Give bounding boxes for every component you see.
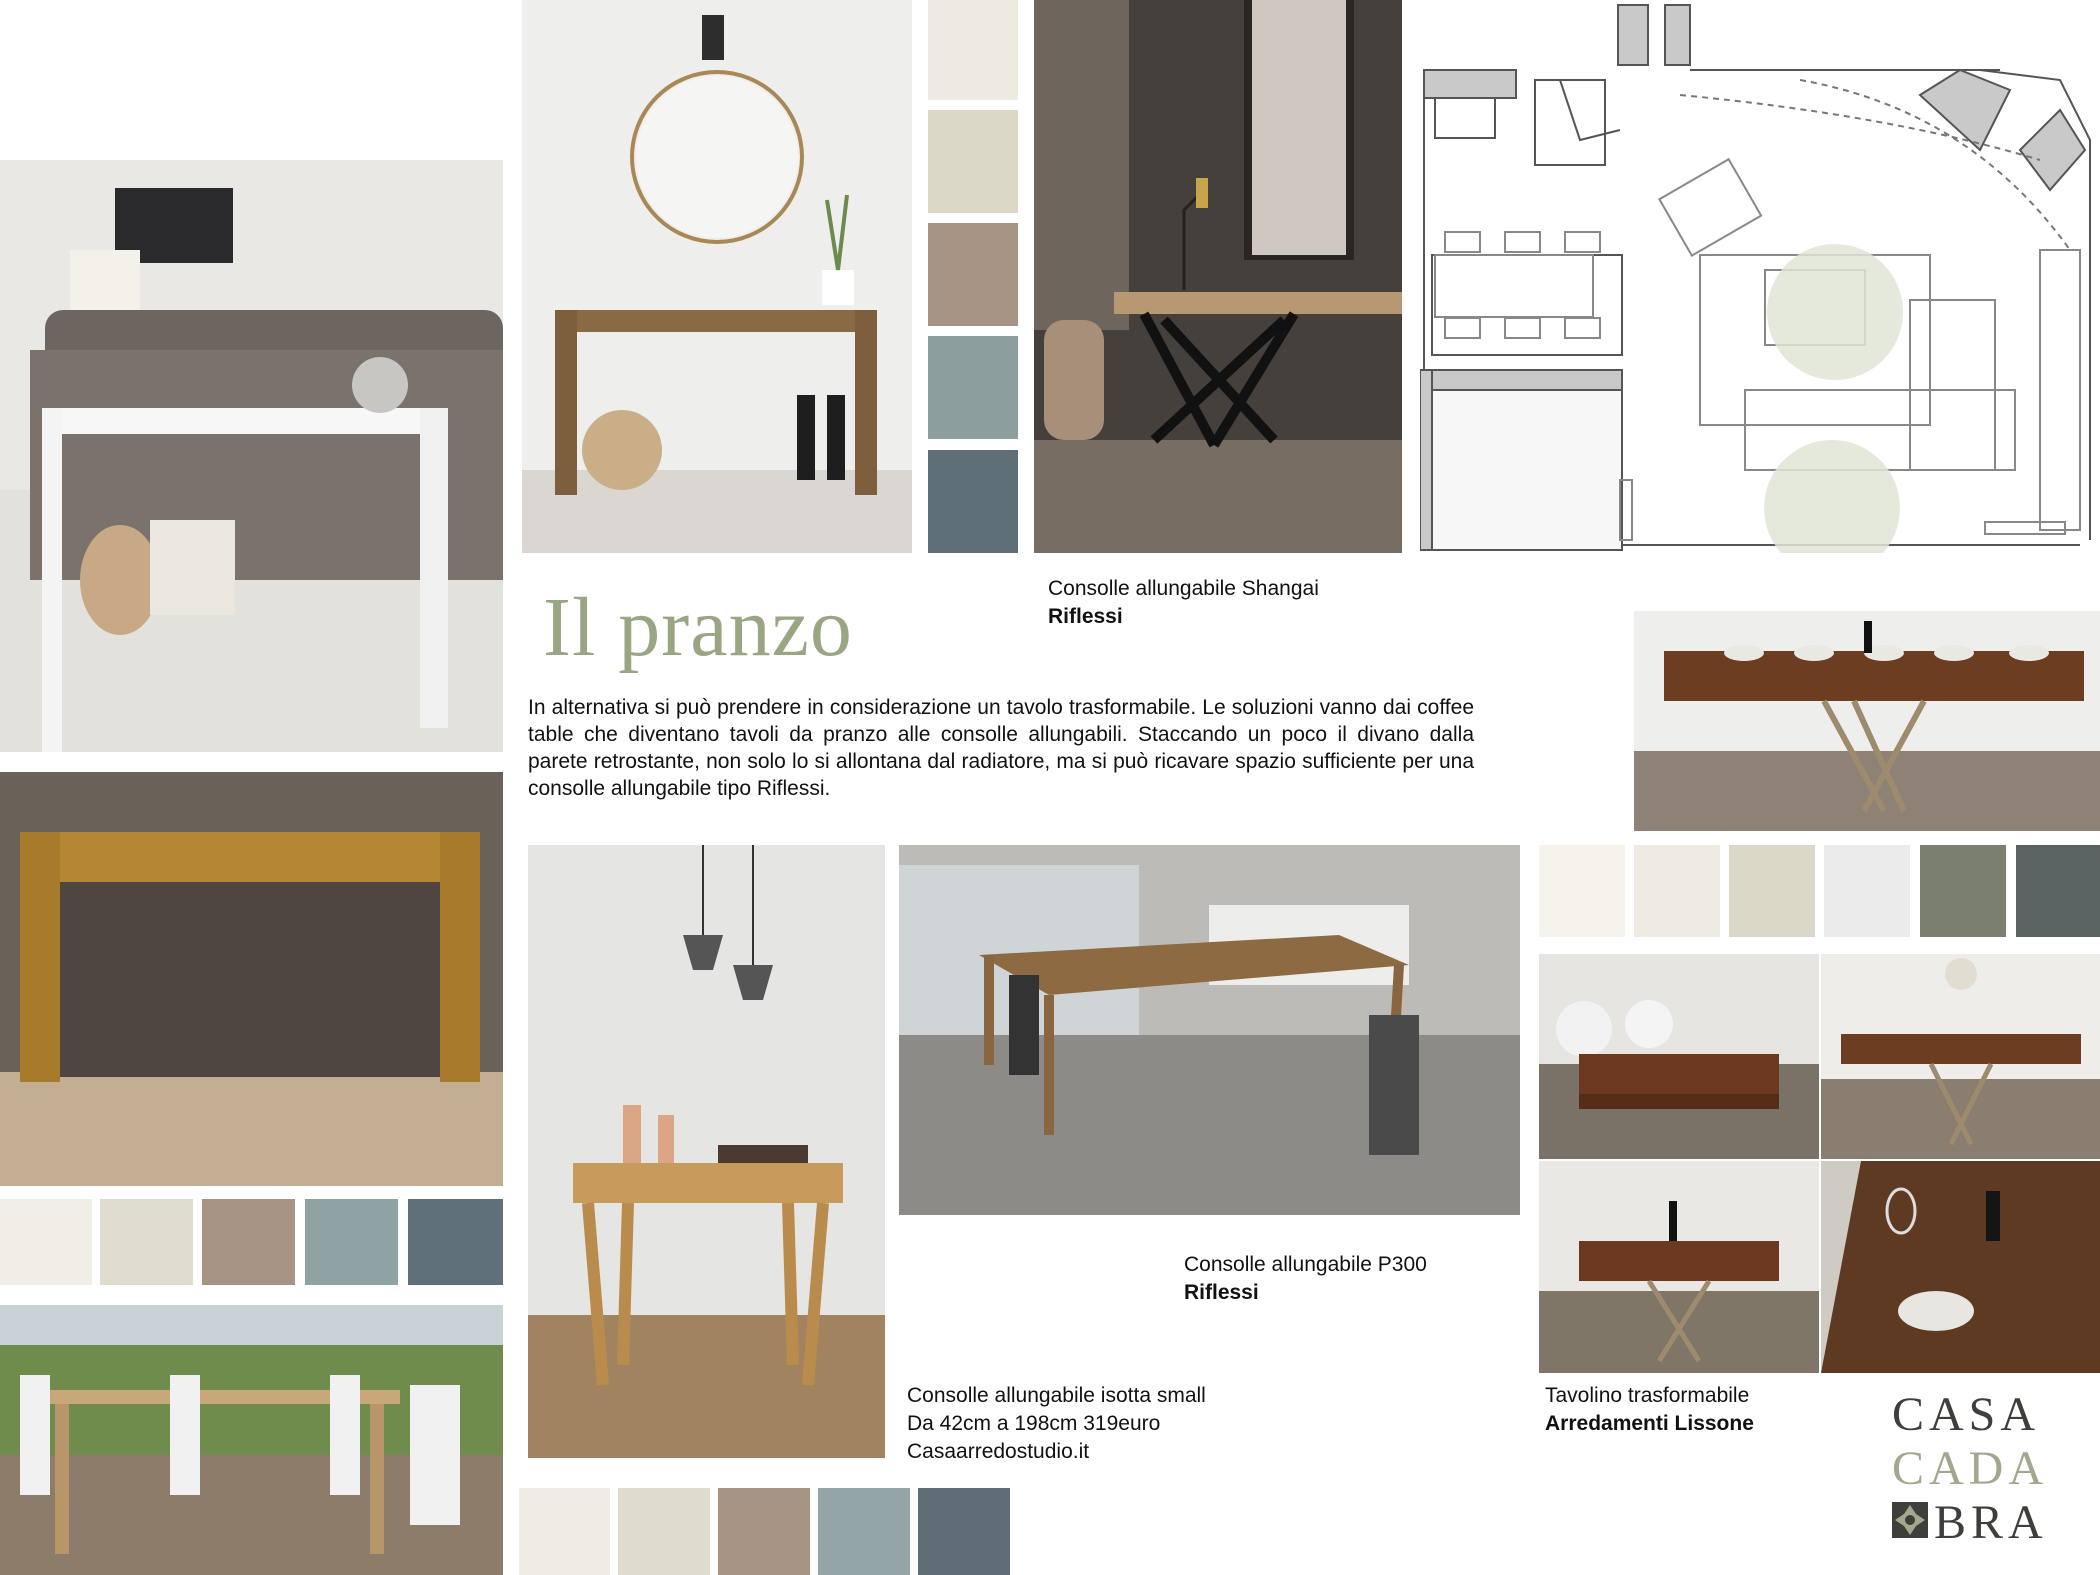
ornament-icon — [1892, 1496, 1928, 1550]
palette-top-swatch-2 — [928, 110, 1018, 213]
palette-bottom-swatch-1 — [519, 1488, 610, 1575]
palette-right-swatch-6 — [2016, 845, 2100, 937]
logo-line-2: CADA — [1892, 1442, 2049, 1495]
palette-bottom-swatch-3 — [718, 1488, 810, 1575]
logo-line-3-row — [1892, 1496, 2062, 1550]
caption-shangai-brand: Riflessi — [1048, 605, 1123, 628]
palette-right-swatch-5 — [1920, 845, 2006, 937]
caption-isotta — [907, 1382, 1206, 1466]
palette-right-swatch-3 — [1729, 845, 1815, 937]
page-description: In alternativa si può prendere in considerazione un tavolo trasformabile. Le soluzioni vanno dai coffee table che diventano tavoli da pranzo alle consolle allungabili. Staccando un poco il divano dalla parete retrostante, non solo lo si allontana dal radiatore, ma si può ricavare spazio sufficiente per una consolle allungabile tipo Riflessi. — [528, 696, 1474, 800]
photo-tavolino-closed — [1539, 954, 1819, 1159]
floor-plan — [1420, 0, 2100, 553]
palette-bottom-swatch-5 — [918, 1488, 1010, 1575]
caption-p300-title: Consolle allungabile P300 — [1184, 1253, 1427, 1276]
palette-right-swatch-4 — [1824, 845, 1910, 937]
caption-isotta-title: Consolle allungabile isotta small — [907, 1384, 1206, 1407]
page-title: Il pranzo — [543, 581, 853, 674]
photo-shangai-console — [1034, 0, 1402, 553]
palette-top-swatch-3 — [928, 223, 1018, 326]
palette-top-swatch-4 — [928, 336, 1018, 439]
palette-left-swatch-3 — [202, 1199, 295, 1285]
caption-tavolino-brand: Arredamenti Lissone — [1545, 1412, 1754, 1435]
palette-right-swatch-2 — [1634, 845, 1720, 937]
photo-dining-table-garden — [0, 1305, 503, 1575]
palette-left-swatch-4 — [305, 1199, 398, 1285]
caption-isotta-size-price: Da 42cm a 198cm 319euro — [907, 1412, 1161, 1435]
photo-white-console-living-room — [0, 160, 503, 752]
brand-logo — [1892, 1388, 2062, 1550]
photo-oak-console — [0, 772, 503, 1186]
palette-right-swatch-1 — [1539, 845, 1625, 937]
photo-tavolino-wine — [1539, 1161, 1819, 1373]
photo-p300-dining — [899, 845, 1520, 1215]
photo-tavolino-detail — [1821, 1161, 2100, 1373]
logo-line-3: BRA — [1934, 1496, 2048, 1549]
caption-p300 — [1184, 1251, 1427, 1307]
palette-bottom-swatch-2 — [618, 1488, 710, 1575]
caption-shangai-title: Consolle allungabile Shangai — [1048, 577, 1319, 600]
caption-isotta-source: Casaarredostudio.it — [907, 1440, 1090, 1463]
caption-shangai — [1048, 575, 1319, 631]
caption-p300-brand: Riflessi — [1184, 1281, 1259, 1304]
palette-left-swatch-5 — [408, 1199, 503, 1285]
palette-left-swatch-2 — [100, 1199, 193, 1285]
palette-top-swatch-1 — [928, 0, 1018, 100]
logo-line-1: CASA — [1892, 1388, 2041, 1441]
photo-isotta-small-console — [528, 845, 885, 1458]
photo-transformable-table — [1634, 611, 2100, 831]
caption-tavolino — [1545, 1382, 1754, 1438]
palette-top-swatch-5 — [928, 450, 1018, 553]
caption-tavolino-title: Tavolino trasformabile — [1545, 1384, 1750, 1407]
photo-wood-console-hallway — [522, 0, 912, 553]
palette-left-swatch-1 — [0, 1199, 92, 1285]
palette-bottom-swatch-4 — [818, 1488, 910, 1575]
photo-tavolino-open — [1821, 954, 2100, 1159]
